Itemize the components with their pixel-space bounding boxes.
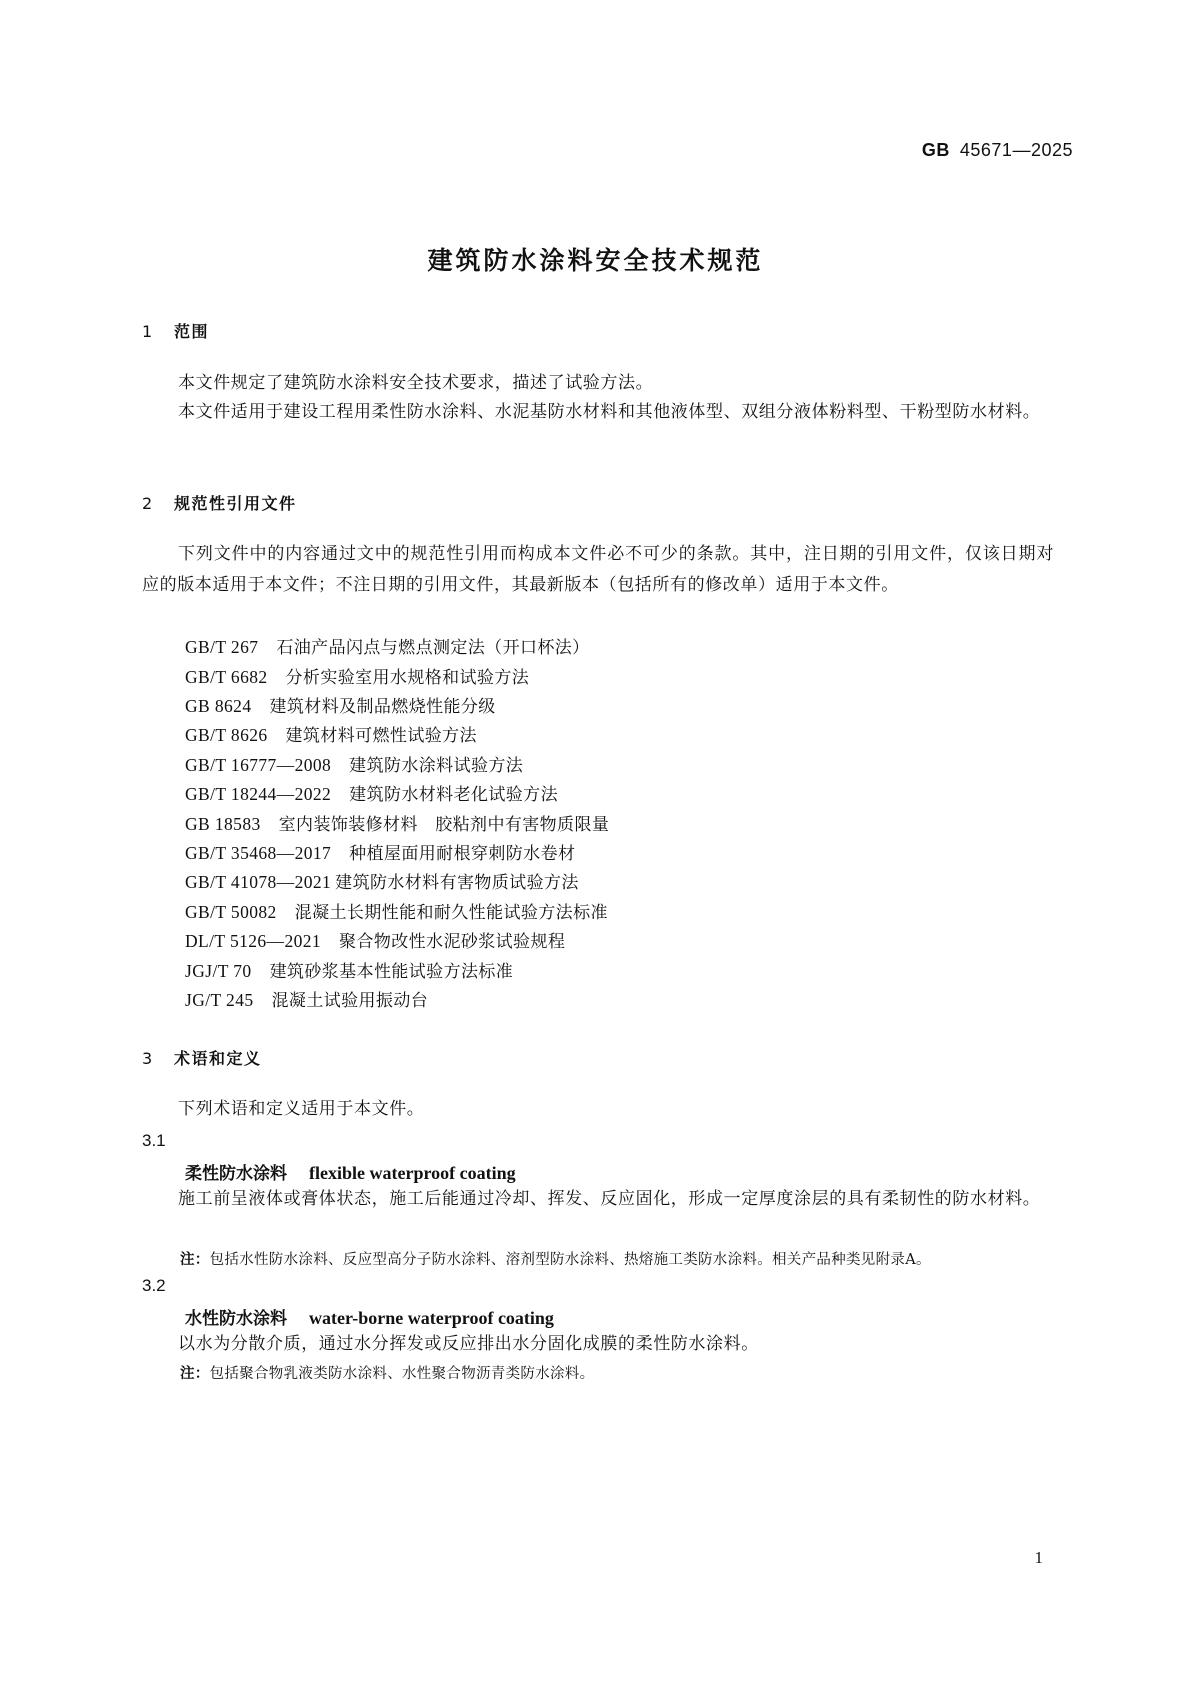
- reference-title: 种植屋面用耐根穿刺防水卷材: [349, 844, 576, 864]
- term-heading: [185, 1159, 516, 1184]
- reference-item: [185, 957, 513, 982]
- term-heading: [185, 1304, 554, 1329]
- reference-code: GB/T 8626: [185, 725, 268, 745]
- reference-item: [185, 721, 477, 746]
- section-3-heading: [142, 1046, 262, 1069]
- reference-item: [185, 751, 523, 776]
- reference-code: GB/T 16777—2008: [185, 755, 332, 775]
- term-en: water-borne waterproof coating: [309, 1308, 554, 1328]
- section-number: 1: [142, 322, 154, 341]
- note-text: 包括水性防水涂料、反应型高分子防水涂料、溶剂型防水涂料、热熔施工类防水涂料。相关产品种类见附录A。: [209, 1252, 931, 1268]
- reference-code: GB/T 267: [185, 637, 259, 657]
- term-en: flexible waterproof coating: [309, 1163, 516, 1183]
- note-label: 注：: [180, 1366, 210, 1382]
- reference-title: 建筑防水材料老化试验方法: [349, 785, 558, 805]
- standard-number: [922, 140, 1073, 161]
- reference-title: 聚合物改性水泥砂浆试验规程: [339, 932, 566, 952]
- term-definition: 以水为分散介质，通过水分挥发或反应排出水分固化成膜的柔性防水涂料。: [178, 1334, 759, 1354]
- reference-code: GB/T 35468—2017: [185, 843, 332, 863]
- term-number: 3.2: [142, 1276, 166, 1295]
- note-text: 包括聚合物乳液类防水涂料、水性聚合物沥青类防水涂料。: [209, 1366, 595, 1382]
- document-title: 建筑防水涂料安全技术规范: [427, 246, 764, 275]
- term-number: 3.1: [142, 1131, 166, 1150]
- reference-code: GB/T 50082: [185, 902, 277, 922]
- reference-title: 石油产品闪点与燃点测定法（开口杯法）: [276, 638, 590, 658]
- reference-title: 混凝土试验用振动台: [271, 991, 429, 1011]
- reference-item: [185, 986, 428, 1011]
- standard-prefix: GB: [921, 140, 950, 160]
- reference-item: [185, 633, 590, 658]
- section-number: 2: [142, 494, 154, 513]
- terms-intro: 下列术语和定义适用于本文件。: [178, 1099, 425, 1119]
- reference-title: 建筑防水材料有害物质试验方法: [335, 873, 579, 893]
- references-intro: 下列文件中的内容通过文中的规范性引用而构成本文件必不可少的条款。其中，注日期的引用文件，仅该日期对应的版本适用于本文件；不注日期的引用文件，其最新版本（包括所有的修改单）适用于本文件。: [142, 544, 1054, 595]
- section-title: 规范性引用文件: [174, 494, 297, 513]
- reference-item: [185, 839, 575, 864]
- reference-title: 分析实验室用水规格和试验方法: [285, 668, 530, 688]
- term-note: [180, 1362, 594, 1383]
- reference-title: 建筑防水涂料试验方法: [349, 756, 524, 776]
- term-zh: 柔性防水涂料: [185, 1164, 287, 1184]
- section-number: 3: [142, 1049, 154, 1068]
- reference-item: [185, 868, 579, 893]
- reference-item: [185, 780, 558, 805]
- reference-title: 室内装饰装修材料 胶粘剂中有害物质限量: [278, 815, 610, 835]
- reference-code: GB 18583: [185, 814, 261, 834]
- reference-title: 混凝土长期性能和耐久性能试验方法标准: [294, 903, 608, 923]
- reference-item: [185, 898, 608, 923]
- term-definition: 施工前呈液体或膏体状态，施工后能通过冷却、挥发、反应固化，形成一定厚度涂层的具有柔韧性的防水材料。: [178, 1189, 1041, 1209]
- reference-code: GB/T 6682: [185, 667, 268, 687]
- reference-title: 建筑砂浆基本性能试验方法标准: [269, 962, 514, 982]
- section-title: 范围: [174, 322, 210, 341]
- reference-item: [185, 810, 609, 835]
- reference-code: JG/T 245: [185, 990, 254, 1010]
- reference-title: 建筑材料可燃性试验方法: [285, 726, 477, 746]
- term-note: [180, 1248, 931, 1269]
- reference-code: DL/T 5126—2021: [185, 931, 322, 951]
- standard-code: 45671—2025: [959, 140, 1073, 160]
- section-title: 术语和定义: [174, 1049, 262, 1068]
- scope-paragraph: 本文件规定了建筑防水涂料安全技术要求，描述了试验方法。: [178, 373, 654, 393]
- section-2-heading: [142, 491, 297, 514]
- reference-code: GB 8624: [185, 696, 252, 716]
- section-1-heading: [142, 319, 209, 342]
- reference-item: [185, 927, 565, 952]
- term-zh: 水性防水涂料: [185, 1309, 287, 1329]
- reference-code: GB/T 18244—2022: [185, 784, 332, 804]
- reference-title: 建筑材料及制品燃烧性能分级: [269, 697, 496, 717]
- reference-code: GB/T 41078—2021: [185, 872, 332, 892]
- reference-item: [185, 663, 529, 688]
- reference-item: [185, 692, 496, 717]
- scope-paragraph: 本文件适用于建设工程用柔性防水涂料、水泥基防水材料和其他液体型、双组分液体粉料型、干粉型防水材料。: [178, 402, 1041, 422]
- note-label: 注：: [180, 1252, 210, 1268]
- reference-code: JGJ/T 70: [185, 961, 252, 981]
- page-number: 1: [1034, 1548, 1043, 1567]
